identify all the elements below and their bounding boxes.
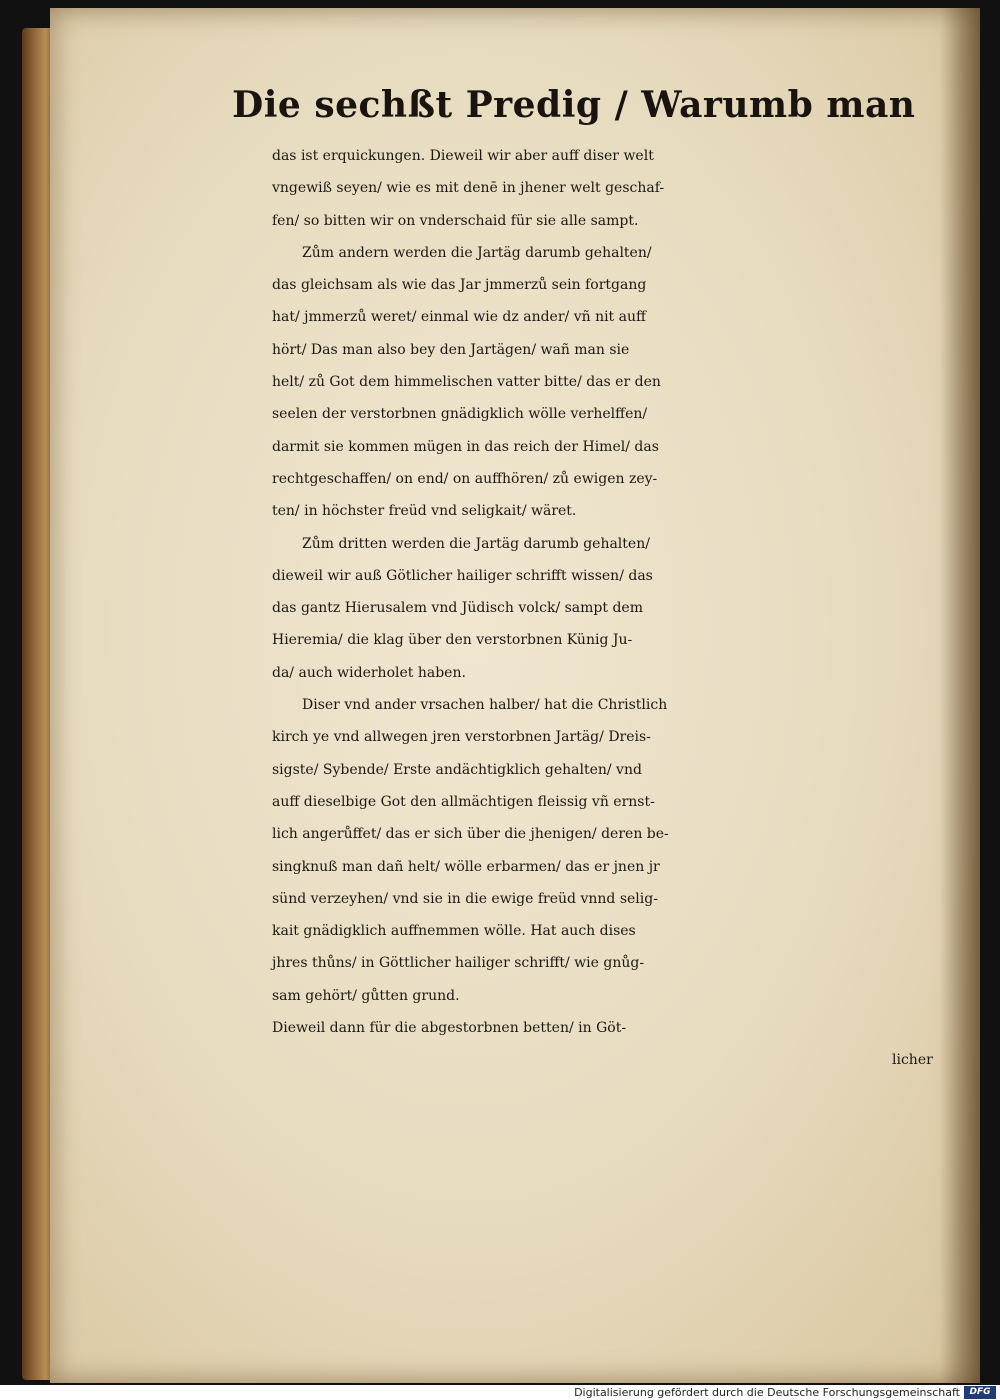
text-line: das gleichsam als wie das Jar jmmerzů sein fortgang — [272, 277, 647, 294]
text-line: ten/ in höchster freüd vnd seligkait/ wäret. — [272, 503, 577, 520]
text-line: darmit sie kommen mügen in das reich der Himel/ das — [272, 438, 659, 455]
text-line: das gantz Hierusalem vnd Jüdisch volck/ sampt dem — [272, 600, 643, 617]
text-line: sünd verzeyhen/ vnd sie in die ewige freüd vnnd selig- — [272, 890, 658, 907]
text-line: seelen der verstorbnen gnädigklich wölle verhelffen/ — [272, 406, 648, 423]
text-line: das ist erquickungen. Dieweil wir aber auff diser welt — [272, 148, 654, 164]
text-line: auff dieselbige Got den allmächtigen fleissig vñ ernst- — [272, 793, 655, 810]
text-line: da/ auch widerholet haben. — [272, 664, 466, 681]
text-line: singknuß man dañ helt/ wölle erbarmen/ das er jnen jr — [272, 858, 660, 875]
text-line: hat/ jmmerzů weret/ einmal wie dz ander/ vñ nit auff — [272, 309, 646, 326]
text-line: jhres thůns/ in Göttlicher hailiger schrifft/ wie gnůg- — [272, 955, 645, 972]
text-line: rechtgeschaffen/ on end/ on auffhören/ zů ewigen zey- — [272, 470, 658, 487]
text-line: dieweil wir auß Götlicher hailiger schrifft wissen/ das — [272, 567, 653, 584]
catchword: licher — [892, 1052, 933, 1069]
text-line: Hieremia/ die klag über den verstorbnen Künig Ju- — [272, 632, 633, 649]
funding-credit: Digitalisierung gefördert durch die Deutsche Forschungsgemeinschaft — [574, 1386, 960, 1399]
text-line: helt/ zů Got dem himmelischen vatter bitte/ das er den — [272, 374, 661, 391]
text-line: sam gehört/ gůtten grund. — [272, 987, 460, 1004]
body-text — [272, 140, 972, 1077]
text-line: kait gnädigklich auffnemmen wölle. Hat auch dises — [272, 923, 636, 940]
text-line: Dieweil dann für die abgestorbnen betten/ in Göt- — [272, 1020, 627, 1037]
dfg-logo: DFG — [964, 1386, 996, 1399]
text-line: kirch ye vnd allwegen jren verstorbnen Jartäg/ Dreis- — [272, 729, 651, 746]
text-line: sigste/ Sybende/ Erste andächtigklich gehalten/ vnd — [272, 761, 642, 778]
text-line: fen/ so bitten wir on vnderschaid für sie alle sampt. — [272, 212, 639, 229]
text-line: hört/ Das man also bey den Jartägen/ wañ man sie — [272, 341, 630, 358]
text-line: Diser vnd ander vrsachen halber/ hat die Christlich — [302, 697, 668, 714]
text-line: Zům andern werden die Jartäg darumb gehalten/ — [302, 244, 652, 261]
page-heading: Die sechßt Predig / Warumb man — [232, 84, 916, 126]
text-line: Zům dritten werden die Jartäg darumb gehalten/ — [302, 535, 650, 552]
text-line: lich angerůffet/ das er sich über die jhenigen/ deren be- — [272, 826, 669, 843]
text-line: vngewiß seyen/ wie es mit denē in jhener welt geschaf- — [272, 180, 665, 197]
